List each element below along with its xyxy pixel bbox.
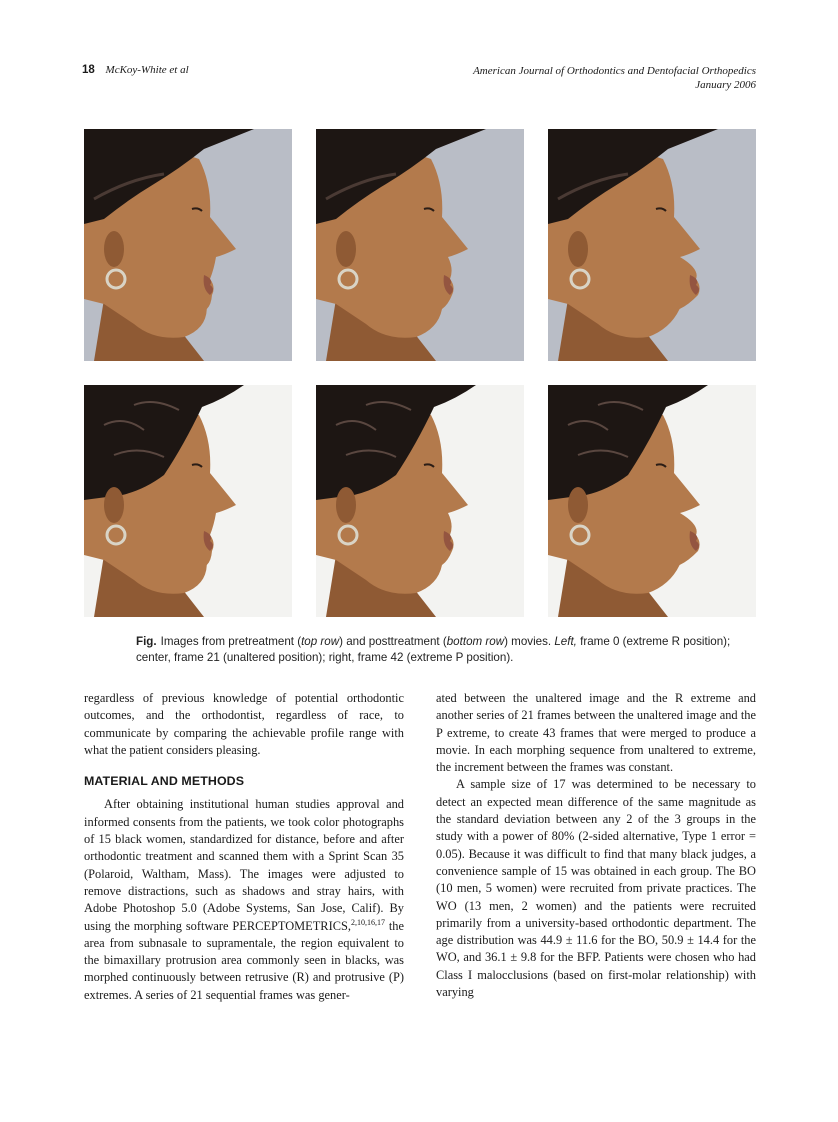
caption-italic-2: bottom row [446,635,505,648]
photo-top-center [316,129,524,361]
issue-date: January 2006 [695,79,756,91]
right-paragraph-1: ated between the unaltered image and the R extreme and another series of 21 frames between the unaltered image and the P extreme, to create 43 frames that were merged to produce a movie. In each morphing sequence from unaltered to extreme, the increment between the frames was constant. [436,691,756,775]
header-left [82,64,189,76]
photo-top-right [548,129,756,361]
photo-top-left [84,129,292,361]
figure-caption [136,634,736,666]
caption-text-4: frame 0 (extreme R position); center, frame 21 (unaltered position); right, frame 42 (extreme P position). [136,635,731,664]
citation-refs: 2,10,16,17 [350,917,385,927]
journal-name: American Journal of Orthodontics and Dentofacial Orthopedics [473,65,756,77]
page-number: 18 [82,64,95,76]
ear [104,487,124,523]
caption-text-3: ) movies. [504,635,555,648]
left-paragraph-2b: the area from subnasale to supramentale, the region equivalent to the bimaxillary protrusion area commonly seen in blacks, was morphed continuously between retrusive (R) and protrusive (P) extremes. A series of 21 sequential frames was gener- [84,918,404,1002]
photo-bottom-center [316,385,524,617]
left-paragraph-1: regardless of previous knowledge of potential orthodontic outcomes, and the orthodontist, regardless of race, to communicate by comparing the achievable profile range with what the patient considers pleasing. [84,691,404,757]
photo-bottom-right [548,385,756,617]
ear [336,487,356,523]
caption-italic-3: Left, [554,635,577,648]
ear [568,231,588,267]
ear [104,231,124,267]
ear [336,231,356,267]
right-paragraph-2: A sample size of 17 was determined to be necessary to detect an expected mean difference of the same magnitude as the standard deviation between any 2 of the 3 groups in the study with a power of 80% (2-sided alternative, Type 1 error = 0.05). Because it was difficult to find that many black judges, a convenience sample of 15 was obtained in each group. The BO (10 men, 5 women) were recruited from private practices. The WO (13 men, 2 women) and the patients were recruited primarily from a university-based orthodontic department. The age distribution was 44.9 ± 11.6 for the BO, 50.9 ± 14.4 for the WO, and 36.1 ± 9.8 for the BFP. Patients were chosen who had Class I malocclusions (based on first-molar relationship) with varying [436,777,756,1000]
caption-italic-1: top row [301,635,340,648]
left-column [84,690,404,1004]
ear [568,487,588,523]
left-paragraph-2 [84,796,404,1004]
photo-bottom-left [84,385,292,617]
header-right [473,64,756,92]
caption-text-1: Images from pretreatment ( [160,635,302,648]
left-paragraph-2a: After obtaining institutional human studies approval and informed consents from the patients, we took color photographs of 15 black women, standardized for distance, before and after orthodontic treatment and scanned them with a Sprint Scan 35 (Polaroid, Waltham, Mass). The images were adjusted to remove distractions, such as shadows and stray hairs, with Adobe Photoshop 5.0 (Adobe Systems, San Jose, Calif). By using the morphing software PERCEPTOMETRICS, [84,797,404,933]
caption-label: Fig. [136,635,157,648]
right-column [436,690,756,1001]
running-authors: McKoy-White et al [105,64,189,76]
caption-text-2: ) and posttreatment ( [339,635,447,648]
section-heading: MATERIAL AND METHODS [84,774,245,789]
